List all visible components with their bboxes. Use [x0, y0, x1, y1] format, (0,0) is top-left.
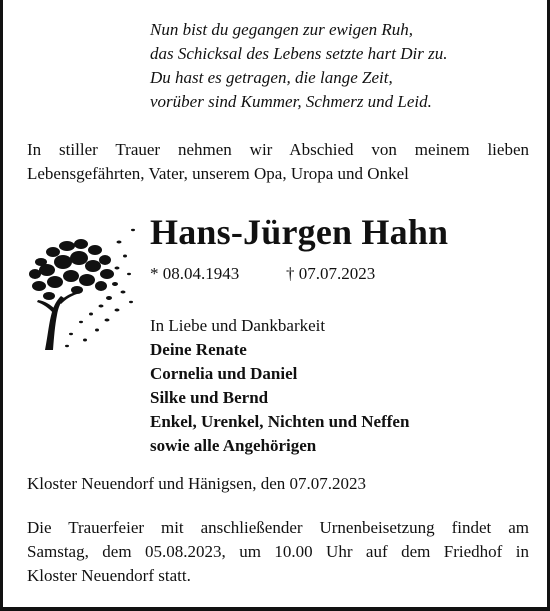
mourner-name: Silke und Bernd [150, 388, 269, 407]
poem-line: Nun bist du gegangen zur ewigen Ruh, [150, 20, 414, 39]
mourner-name: sowie alle Angehörigen [150, 436, 317, 455]
intro-text [27, 138, 529, 186]
poem-line: das Schicksal des Lebens setzte hart Dir zu. [150, 44, 448, 63]
poem-line: Du hast es getragen, die lange Zeit, [150, 68, 393, 87]
mourners [150, 314, 409, 458]
mourner-name: Enkel, Urenkel, Nichten und Neffen [150, 412, 410, 431]
service-line: Die Trauerfeier mit anschließender Urnenbeisetzung findet am [27, 518, 529, 537]
life-dates [150, 263, 376, 285]
tree-icon [21, 222, 136, 350]
deceased-name: Hans-Jürgen Hahn [150, 212, 449, 252]
intro-line: Lebensgefährten, Vater, unserem Opa, Uropa und Onkel [27, 164, 409, 183]
mourner-name: Cornelia und Daniel [150, 364, 298, 383]
service-line: Samstag, dem 05.08.2023, um 10.00 Uhr auf dem Friedhof in [27, 542, 529, 561]
mourners-intro: In Liebe und Dankbarkeit [150, 316, 326, 335]
birth-date: * 08.04.1943 [150, 264, 240, 283]
intro-line: In stiller Trauer nehmen wir Abschied von meinem lieben [27, 140, 529, 159]
place-date: Kloster Neuendorf und Hänigsen, den 07.07.2023 [27, 474, 366, 493]
service-info [27, 516, 529, 588]
poem-line: vorüber sind Kummer, Schmerz und Leid. [150, 92, 432, 111]
poem [150, 18, 447, 114]
death-date: † 07.07.2023 [286, 264, 376, 283]
service-line: Kloster Neuendorf statt. [27, 566, 191, 585]
mourner-name: Deine Renate [150, 340, 247, 359]
